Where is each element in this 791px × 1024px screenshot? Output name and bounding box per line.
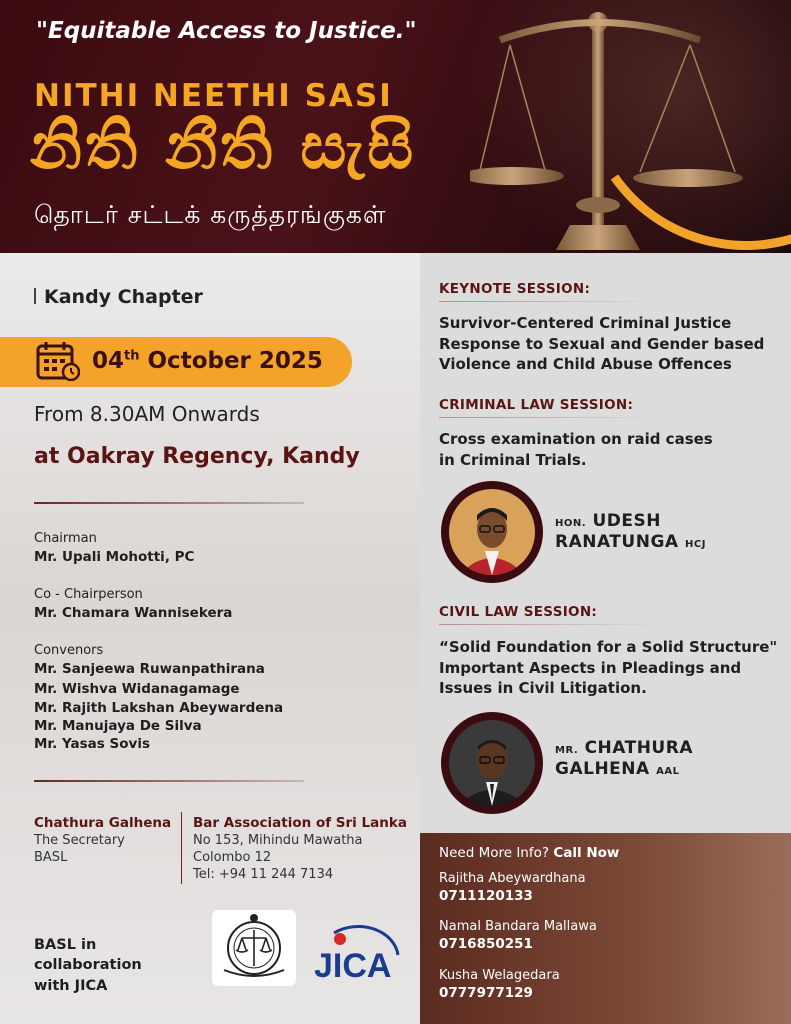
event-date: 04th October 2025 [92,348,323,374]
jica-text: JICA [314,947,392,985]
event-time: From 8.30AM Onwards [34,402,260,426]
convenor-name: Mr. Rajith Lakshan Abeywardena [34,700,284,716]
convenor-name: Mr. Manujaya De Silva [34,718,202,734]
convenor-name: Mr. Wishva Widanagamage [34,681,240,697]
chapter-bar [34,288,36,304]
cochair-name: Mr. Chamara Wannisekera [34,605,233,621]
basl-emblem-icon [212,910,296,986]
header-banner [0,0,791,253]
jica-emblem-icon [312,915,402,985]
speaker1-name: HON. UDESH RANATUNGA HCJ [555,511,706,553]
convenor-name: Mr. Sanjeewa Ruwanpathirana [34,661,265,677]
event-venue: at Oakray Regency, Kandy [34,444,360,469]
basl-logo [212,910,296,986]
contact-phone[interactable]: 0716850251 [439,936,533,952]
chairman-name: Mr. Upali Mohotti, PC [34,549,195,565]
secretary-org: BASL [34,850,68,865]
title-sinhala: නිති නීති සැසි [30,110,417,184]
chairman-label: Chairman [34,531,97,546]
convenor-name: Mr. Yasas Sovis [34,736,150,752]
civil-rule [439,624,661,625]
speaker1-portrait-icon [449,489,535,575]
collaboration-text: BASL in collaboration with JICA [34,937,142,994]
jica-logo [312,915,402,985]
speaker2-name: MR. CHATHURA GALHENA AAL [555,738,693,780]
keynote-rule [439,301,661,302]
criminal-rule [439,417,661,418]
divider-bottom [34,780,304,782]
title-tamil: தொடர் சட்டக் கருத்தரங்குகள் [34,200,387,229]
basl-tel: Tel: +94 11 244 7134 [193,867,334,882]
secretary-role: The Secretary [34,833,125,848]
basl-address-1: No 153, Mihindu Mawatha [193,833,363,848]
cochair-label: Co - Chairperson [34,587,143,602]
speaker2-photo [449,720,535,806]
contact-name: Rajitha Abeywardhana [439,871,586,886]
basl-name: Bar Association of Sri Lanka [193,815,407,831]
contact-name: Kusha Welagedara [439,968,560,983]
address-separator [181,812,182,884]
contact-phone[interactable]: 0777977129 [439,985,533,1001]
contact-name: Namal Bandara Mallawa [439,919,597,934]
speaker2-portrait-icon [449,720,535,806]
keynote-title: KEYNOTE SESSION: [439,281,591,297]
chapter-heading [34,286,203,308]
contact-heading: Need More Info? Call Now [439,845,620,861]
speaker1-photo [449,489,535,575]
criminal-topic: Cross examination on raid cases in Criminal Trials. [439,430,713,469]
secretary-name: Chathura Galhena [34,815,172,831]
chapter-label: Kandy Chapter [44,286,203,308]
contact-phone[interactable]: 0711120133 [439,888,533,904]
criminal-title: CRIMINAL LAW SESSION: [439,397,634,413]
tagline-quote: "Equitable Access to Justice." [36,18,417,44]
calendar-icon [36,341,80,381]
basl-address-2: Colombo 12 [193,850,272,865]
civil-topic: “Solid Foundation for a Solid Structure" Important Aspects in Pleadings and Issues in Civil Litigation. [439,638,778,698]
divider-top [34,502,304,504]
convenors-label: Convenors [34,643,104,658]
civil-title: CIVIL LAW SESSION: [439,604,598,620]
keynote-topic: Survivor-Centered Criminal Justice Response to Sexual and Gender based Violence and Child Abuse Offences [439,314,765,374]
title-english: NITHI NEETHI SASI [34,78,393,114]
scales-of-justice-icon [470,0,770,253]
